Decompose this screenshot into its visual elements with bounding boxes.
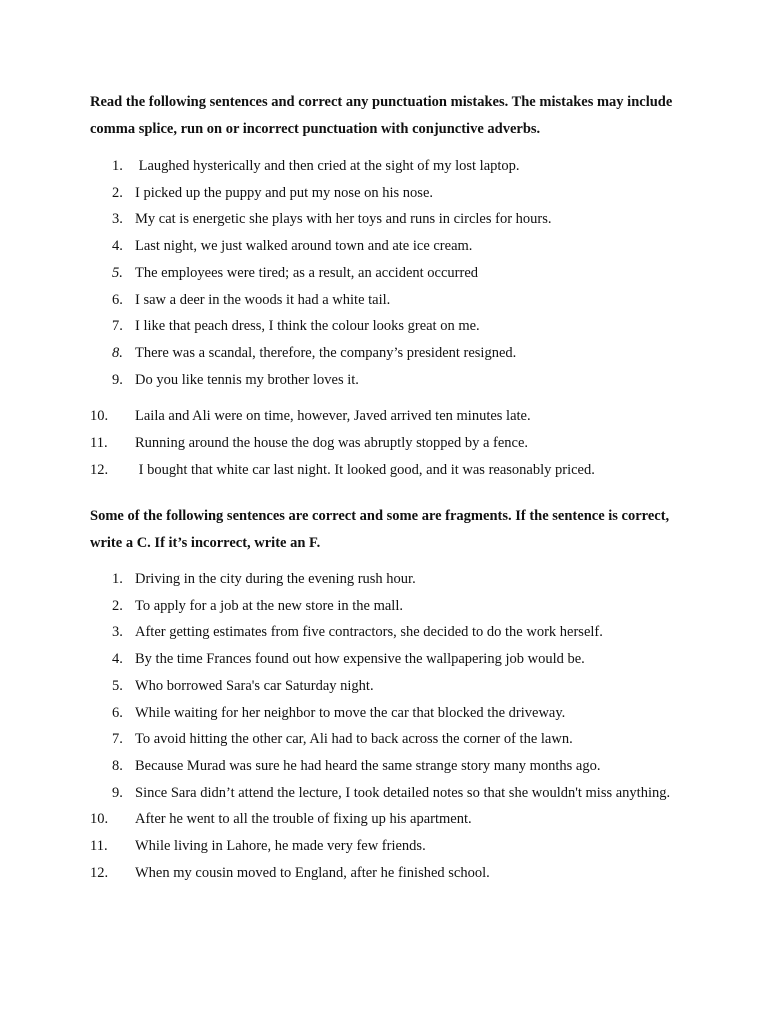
item-text: While living in Lahore, he made very few friends.: [135, 838, 426, 855]
item-text: Laila and Ali were on time, however, Javed arrived ten minutes late.: [135, 408, 531, 425]
section1-list: [90, 153, 730, 483]
list-item: [90, 673, 730, 700]
list-item: [90, 367, 730, 394]
item-text: Last night, we just walked around town and ate ice cream.: [135, 238, 473, 255]
list-item: [90, 593, 730, 620]
item-text: To apply for a job at the new store in the mall.: [135, 597, 403, 614]
item-text: While waiting for her neighbor to move the car that blocked the driveway.: [135, 704, 566, 721]
list-item: [90, 619, 730, 646]
list-item: [90, 833, 730, 860]
list-item: [90, 430, 730, 457]
item-text: Because Murad was sure he had heard the same strange story many months ago.: [135, 757, 601, 774]
list-item: [90, 233, 730, 260]
item-number: 10.: [90, 811, 109, 828]
item-text: Who borrowed Sara's car Saturday night.: [135, 677, 374, 694]
item-text: Since Sara didn’t attend the lecture, I took detailed notes so that she wouldn't miss anything.: [135, 784, 671, 801]
item-text: I like that peach dress, I think the colour looks great on me.: [135, 318, 480, 335]
item-number: 8.: [112, 344, 123, 361]
list-item: [90, 403, 730, 430]
list-item: [90, 153, 730, 180]
item-text: Do you like tennis my brother loves it.: [135, 371, 359, 388]
item-number: 3.: [112, 211, 123, 228]
item-text: My cat is energetic she plays with her toys and runs in circles for hours.: [135, 211, 552, 228]
item-number: 6.: [112, 291, 123, 308]
item-text: Driving in the city during the evening rush hour.: [135, 571, 416, 587]
item-number: 4.: [112, 651, 123, 668]
list-item: [90, 206, 730, 233]
list-item: [90, 287, 730, 314]
section2-list: [90, 566, 730, 886]
item-number: 6.: [112, 704, 123, 721]
item-text: By the time Frances found out how expensive the wallpapering job would be.: [135, 651, 585, 668]
item-number: 4.: [112, 238, 123, 255]
item-text: Running around the house the dog was abruptly stopped by a fence.: [135, 435, 529, 452]
item-text: There was a scandal, therefore, the company’s president resigned.: [135, 344, 517, 361]
list-item: [90, 753, 730, 780]
list-item: [90, 726, 730, 753]
item-number: 11.: [90, 838, 108, 855]
item-number: 12.: [90, 461, 109, 478]
item-text: After he went to all the trouble of fixing up his apartment.: [135, 811, 472, 828]
list-item: [90, 646, 730, 673]
list-item: [90, 700, 730, 727]
item-text: To avoid hitting the other car, Ali had to back across the corner of the lawn.: [135, 731, 573, 748]
list-item: [90, 313, 730, 340]
item-text: I picked up the puppy and put my nose on his nose.: [135, 184, 434, 201]
item-text: When my cousin moved to England, after he finished school.: [135, 864, 490, 881]
item-number: 9.: [112, 371, 123, 388]
section1-instructions: Read the following sentences and correct any punctuation mistakes. The mistakes may include comma splice, run on or incorrect punctuation with conjunctive adverbs.: [90, 94, 673, 137]
item-number: 7.: [112, 318, 123, 335]
item-number: 10.: [90, 408, 109, 425]
section2-instructions: Some of the following sentences are correct and some are fragments. If the sentence is correct, write a C. If it’s incorrect, write an F.: [90, 508, 670, 551]
item-text: Laughed hysterically and then cried at the sight of my lost laptop.: [135, 158, 520, 174]
item-number: 3.: [112, 624, 123, 641]
item-number: 5.: [112, 264, 123, 281]
list-item: [90, 457, 730, 484]
item-number: 11.: [90, 435, 108, 452]
item-number: 1.: [112, 158, 123, 174]
item-number: 12.: [90, 864, 109, 881]
list-item: [90, 780, 730, 807]
item-number: 5.: [112, 677, 123, 694]
list-item: [90, 340, 730, 367]
item-number: 2.: [112, 597, 123, 614]
item-text: I saw a deer in the woods it had a white tail.: [135, 291, 391, 308]
list-item: [90, 260, 730, 287]
item-text: After getting estimates from five contractors, she decided to do the work herself.: [135, 624, 603, 641]
item-number: 9.: [112, 784, 123, 801]
list-item: [90, 180, 730, 207]
item-text: The employees were tired; as a result, an accident occurred: [135, 264, 479, 281]
list-item: [90, 566, 730, 593]
item-number: 8.: [112, 757, 123, 774]
item-number: 7.: [112, 731, 123, 748]
item-number: 1.: [112, 571, 123, 587]
item-text: I bought that white car last night. It looked good, and it was reasonably priced.: [135, 461, 595, 478]
list-item: [90, 806, 730, 833]
item-number: 2.: [112, 184, 123, 201]
list-item: [90, 860, 730, 887]
